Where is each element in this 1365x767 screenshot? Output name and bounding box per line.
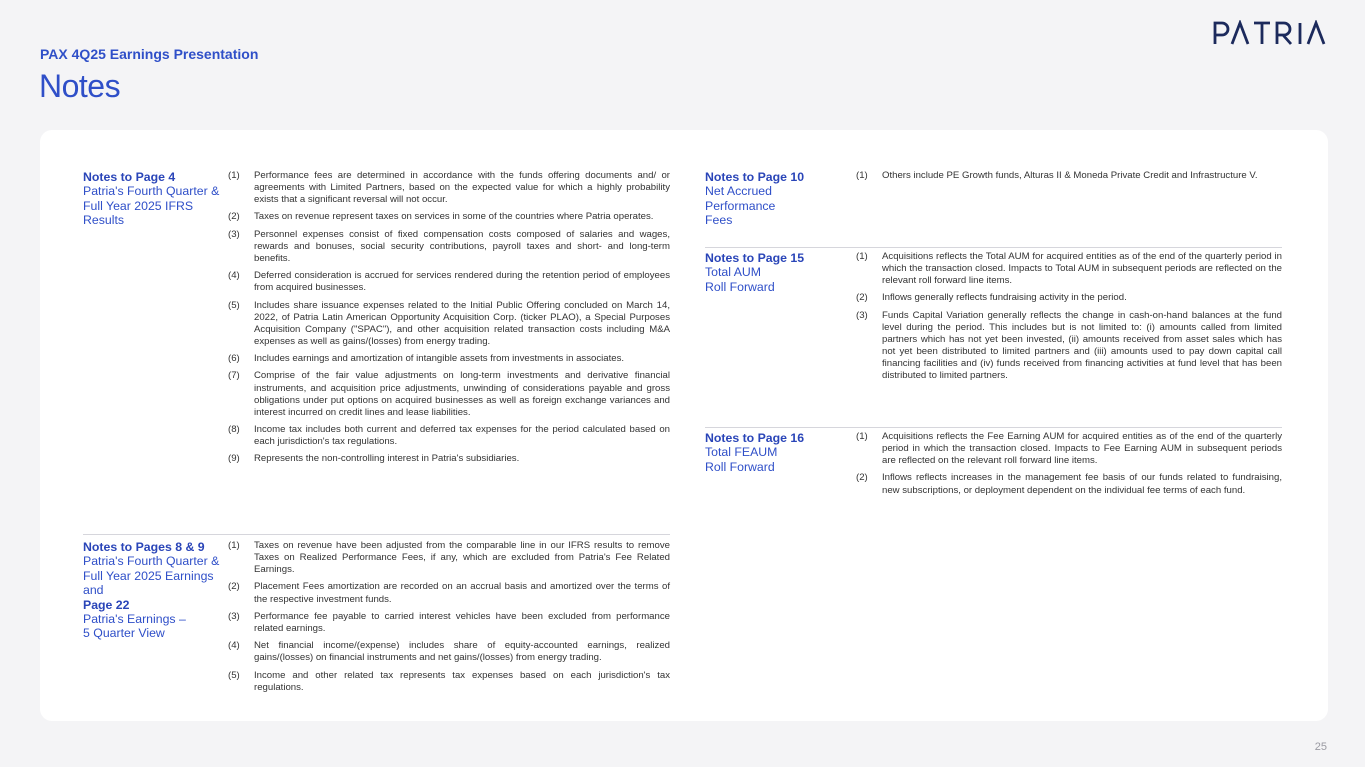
note-text: Acquisitions reflects the Total AUM for acquired entities as of the end of the quarterly period in which the transaction closed. Impacts to Total AUM in subsequent periods are reflected on the relevant roll forward line items. bbox=[882, 251, 1282, 287]
note-number: (1) bbox=[856, 251, 868, 262]
notes-list bbox=[856, 431, 1282, 502]
note-text: Represents the non-controlling interest in Patria's subsidiaries. bbox=[254, 453, 520, 465]
section-subtitle: Patria's Fourth Quarter & Full Year 2025 IFRS Results bbox=[83, 184, 220, 228]
note-item bbox=[856, 170, 1282, 182]
note-number: (3) bbox=[228, 610, 240, 622]
section-title: Notes to Page 16 bbox=[705, 431, 805, 445]
note-number: (9) bbox=[228, 453, 240, 465]
note-text: Placement Fees amortization are recorded on an accrual basis and amortized over the terms of the respective investment funds. bbox=[254, 581, 670, 605]
note-text: Taxes on revenue represent taxes on services in some of the countries where Patria operates. bbox=[254, 211, 654, 223]
note-text: Taxes on revenue have been adjusted from the comparable line in our IFRS results to remove Taxes on Realized Performance Fees, if any, which are excluded from Patria's Fee Related Earnings. bbox=[254, 540, 670, 576]
note-text: Personnel expenses consist of fixed compensation costs composed of salaries and wages, rewards and bonuses, social security contributions, payroll taxes and short- and long-term benefits. bbox=[254, 228, 670, 264]
note-item bbox=[856, 431, 1282, 467]
note-text: Includes share issuance expenses related to the Initial Public Offering concluded on March 14, 2022, of Patria Latin American Opportunity Acquisition Corp. (ticker PLAO), a Special Purposes Acquisition Company ("SPAC"), and other acquisition related transaction costs including M&A expenses as well as gains/(losses) from energy trading. bbox=[254, 299, 670, 347]
section-title-secondary: Page 22 bbox=[83, 597, 130, 612]
note-number: (1) bbox=[228, 540, 240, 551]
section-subtitle-secondary: Patria's Earnings – 5 Quarter View bbox=[83, 612, 186, 641]
section-notes-page-15 bbox=[705, 247, 1282, 388]
note-item bbox=[856, 472, 1282, 496]
note-text: Income and other related tax represents tax expenses based on each jurisdiction's tax regulations. bbox=[254, 669, 670, 693]
note-text: Performance fees are determined in accordance with the funds offering documents and/ or agreements with Limited Partners, based on the expected value for which a highly probability exists that a significant reversal will not occur. bbox=[254, 170, 670, 206]
note-number: (3) bbox=[856, 309, 868, 321]
page-number: 25 bbox=[1314, 741, 1327, 753]
note-item bbox=[228, 424, 670, 448]
note-text: Acquisitions reflects the Fee Earning AUM for acquired entities as of the end of the quarterly period in which the transaction closed. Impacts to Fee Earning AUM in subsequent periods are reflected on the relevant roll forward line items. bbox=[882, 431, 1282, 467]
note-item bbox=[856, 310, 1282, 383]
note-number: (2) bbox=[856, 472, 868, 484]
note-item bbox=[856, 292, 1282, 304]
note-item bbox=[228, 170, 670, 206]
notes-list bbox=[228, 540, 670, 699]
note-item bbox=[228, 640, 670, 664]
section-title: Notes to Pages 8 & 9 bbox=[83, 540, 205, 554]
section-subtitle: Patria's Fourth Quarter & Full Year 2025 Earnings and bbox=[83, 554, 220, 598]
note-number: (1) bbox=[856, 431, 868, 442]
note-number: (5) bbox=[228, 299, 240, 311]
section-title: Notes to Page 10 bbox=[705, 170, 805, 184]
note-number: (2) bbox=[228, 581, 240, 593]
note-text: Inflows generally reflects fundraising activity in the period. bbox=[882, 292, 1127, 304]
section-heading bbox=[705, 170, 856, 228]
note-number: (2) bbox=[856, 292, 868, 304]
note-number: (7) bbox=[228, 370, 240, 382]
section-subtitle: Total AUM Roll Forward bbox=[705, 265, 775, 294]
note-item bbox=[228, 453, 670, 465]
note-item bbox=[228, 300, 670, 348]
note-item bbox=[856, 251, 1282, 287]
note-item bbox=[228, 353, 670, 365]
section-heading bbox=[705, 251, 856, 388]
note-number: (1) bbox=[228, 170, 240, 181]
note-item bbox=[228, 611, 670, 635]
note-number: (6) bbox=[228, 353, 240, 365]
section-heading bbox=[83, 540, 228, 699]
note-item bbox=[228, 370, 670, 418]
note-number: (2) bbox=[228, 211, 240, 223]
slide-subtitle: PAX 4Q25 Earnings Presentation bbox=[40, 46, 259, 62]
section-title: Notes to Page 15 bbox=[705, 251, 805, 265]
note-number: (3) bbox=[228, 228, 240, 240]
notes-list bbox=[856, 251, 1282, 388]
section-notes-page-4 bbox=[83, 170, 670, 471]
note-text: Deferred consideration is accrued for services rendered during the retention period of employees from acquired businesses. bbox=[254, 270, 670, 294]
note-item bbox=[228, 270, 670, 294]
note-text: Others include PE Growth funds, Alturas II & Moneda Private Credit and Infrastructure V. bbox=[882, 170, 1258, 181]
note-text: Net financial income/(expense) includes share of equity-accounted earnings, realized gains/(losses) on financial instruments and net gains/(losses) from energy trading. bbox=[254, 640, 670, 664]
note-text: Performance fee payable to carried interest vehicles have been excluded from performance related earnings. bbox=[254, 610, 670, 634]
section-notes-page-16 bbox=[705, 427, 1282, 502]
section-notes-page-10 bbox=[705, 170, 1282, 228]
page-title: Notes bbox=[39, 68, 121, 104]
patria-logo bbox=[1212, 20, 1327, 46]
section-notes-pages-8-9 bbox=[83, 534, 670, 699]
note-item bbox=[228, 540, 670, 576]
note-item bbox=[228, 581, 670, 605]
note-number: (4) bbox=[228, 640, 240, 652]
notes-card bbox=[40, 130, 1328, 721]
note-item bbox=[228, 211, 670, 223]
note-item bbox=[228, 670, 670, 694]
section-title: Notes to Page 4 bbox=[83, 170, 176, 184]
section-subtitle: Total FEAUM Roll Forward bbox=[705, 445, 778, 474]
note-item bbox=[228, 229, 670, 265]
note-number: (8) bbox=[228, 424, 240, 435]
note-text: Income tax includes both current and deferred tax expenses for the period calculated based on each jurisdiction's tax regulations. bbox=[254, 424, 670, 448]
note-number: (4) bbox=[228, 270, 240, 282]
note-number: (1) bbox=[856, 170, 868, 181]
note-text: Includes earnings and amortization of intangible assets from investments in associates. bbox=[254, 353, 625, 365]
note-text: Funds Capital Variation generally reflects the change in cash-on-hand balances at the fund level during the period. This includes but is not limited to: (i) amounts called from limited partners which has not yet been invested, (ii) amounts received from asset sales which has not yet been distributed to limited partners and (iii) amounts used to pay down capital call financing facilities and (iv) funds received from financing activities at fund level that has been distributed to limited partners. bbox=[882, 309, 1282, 382]
section-heading bbox=[83, 170, 228, 471]
notes-list bbox=[856, 170, 1282, 228]
note-text: Comprise of the fair value adjustments on long-term investments and derivative financial instruments, and acquisition price adjustments, unwinding of considerations payable and gross obligations under put options on acquired businesses as well as foreign exchange variances and interest incurred on credit lines and lease liabilities. bbox=[254, 370, 670, 418]
section-subtitle: Net Accrued Performance Fees bbox=[705, 184, 776, 228]
note-text: Inflows reflects increases in the management fee basis of our funds related to fundraising, new subscriptions, or deployment dependent on the individual fee terms of each fund. bbox=[882, 472, 1282, 496]
notes-list bbox=[228, 170, 670, 471]
note-number: (5) bbox=[228, 669, 240, 681]
section-heading bbox=[705, 431, 856, 502]
